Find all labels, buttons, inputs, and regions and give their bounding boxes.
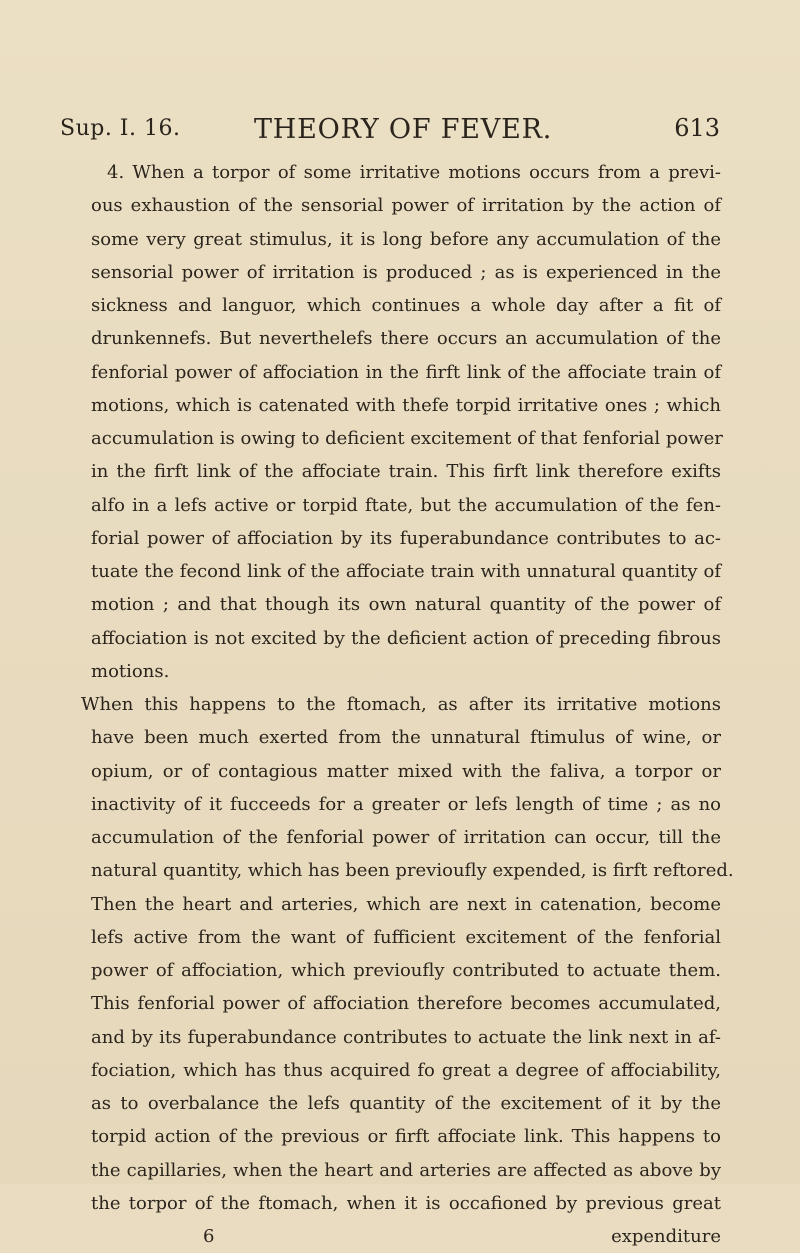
running-head <box>60 110 720 150</box>
text-line: motions. <box>91 660 170 682</box>
text-line: some very great stimulus, it is long before any accumulation of the <box>91 228 721 250</box>
page-number: 613 <box>674 114 720 142</box>
text-line: forial power of affociation by its fuperabundance contributes to ac- <box>91 527 721 549</box>
text-line: and by its fuperabundance contributes to actuate the link next in af- <box>91 1026 721 1048</box>
section-reference: Sup. I. 16. <box>60 116 181 141</box>
text-line: sensorial power of irritation is produced ; as is experienced in the <box>91 261 721 283</box>
text-line: lefs active from the want of fufficient excitement of the fenforial <box>91 926 721 948</box>
text-line: affociation is not excited by the deficient action of preceding fibrous <box>91 627 721 649</box>
running-title: THEORY OF FEVER. <box>254 114 553 145</box>
text-line: fociation, which has thus acquired fo great a degree of affociability, <box>91 1059 721 1081</box>
text-line: opium, or of contagious matter mixed with the faliva, a torpor or <box>91 760 721 782</box>
text-line: sickness and languor, which continues a whole day after a fit of <box>91 295 721 316</box>
text-line: torpid action of the previous or firft affociate link. This happens to <box>91 1126 721 1148</box>
text-line: tuate the fecond link of the affociate train with unnatural quantity of <box>91 561 721 582</box>
text-line: as to overbalance the lefs quantity of the excitement of it by the <box>91 1093 721 1114</box>
text-line: ous exhaustion of the sensorial power of irritation by the action of <box>91 195 721 217</box>
text-line: When this happens to the ftomach, as after its irritative motions <box>81 694 721 715</box>
page-footer <box>91 1220 721 1253</box>
text-line: Then the heart and arteries, which are next in catenation, become <box>91 893 721 915</box>
text-line: 4. When a torpor of some irritative motions occurs from a previ- <box>107 162 721 183</box>
text-line: motion ; and that though its own natural quantity of the power of <box>91 594 721 616</box>
text-line: in the firft link of the affociate train. This firft link therefore exifts <box>91 461 721 483</box>
text-line: natural quantity, which has been previoufly expended, is firft reftored. <box>91 860 734 882</box>
body-text <box>81 156 734 1253</box>
catchword: expenditure <box>611 1226 721 1247</box>
text-line: the capillaries, when the heart and arteries are affected as above by <box>91 1159 721 1181</box>
text-line: inactivity of it fucceeds for a greater or lefs length of time ; as no <box>91 793 721 815</box>
text-line: the torpor of the ftomach, when it is occafioned by previous great <box>91 1192 721 1214</box>
text-line: drunkennefs. But neverthelefs there occurs an accumulation of the <box>91 328 721 350</box>
text-line: alfo in a lefs active or torpid ftate, but the accumulation of the fen- <box>91 494 721 516</box>
text-line: This fenforial power of affociation therefore becomes accumulated, <box>91 993 721 1015</box>
text-line: fenforial power of affociation in the firft link of the affociate train of <box>91 361 721 383</box>
text-line: motions, which is catenated with thefe torpid irritative ones ; which <box>91 394 721 416</box>
signature-mark: 6 <box>203 1226 215 1247</box>
text-line: have been much exerted from the unnatural ftimulus of wine, or <box>91 727 721 749</box>
text-line: accumulation is owing to deficient excitement of that fenforial power <box>91 428 723 449</box>
text-line: power of affociation, which previoufly contributed to actuate them. <box>91 960 721 981</box>
text-line: accumulation of the fenforial power of irritation can occur, till the <box>91 827 721 848</box>
